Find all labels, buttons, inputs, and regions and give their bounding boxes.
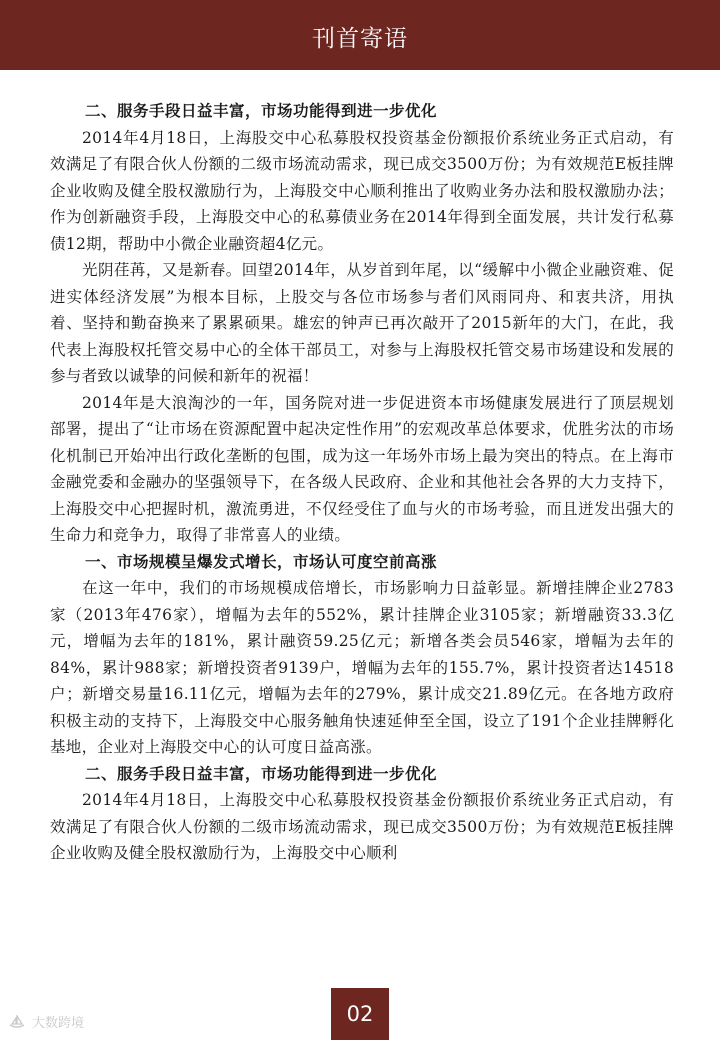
section-paragraph-2: 2014年4月18日，上海股交中心私募股权投资基金份额报价系统业务正式启动，有效满足了有限合伙人份额的二级市场流动需求，现已成交3500万份；为有效规范E板挂牌企业收购及健全股权激励行为，上海股交中心顺利 bbox=[50, 791, 674, 862]
sailboat-icon bbox=[8, 1015, 26, 1029]
section-paragraph-top: 2014年4月18日，上海股交中心私募股权投资基金份额报价系统业务正式启动，有效满足了有限合伙人份额的二级市场流动需求，现已成交3500万份；为有效规范E板挂牌企业收购及健全股权激励行为，上海股交中心顺利推出了收购业务办法和股权激励办法；作为创新融资手段，上海股交中心的私募债业务在2014年得到全面发展，共计发行私募债12期，帮助中小微企业融资超4亿元。 bbox=[50, 128, 674, 253]
paragraph-2014-review: 2014年是大浪淘沙的一年，国务院对进一步促进资本市场健康发展进行了顶层规划部署，提出了“让市场在资源配置中起决定性作用”的宏观改革总体要求，优胜劣汰的市场化机制已开始冲出行政化垄断的包围，成为这一年场外市场上最为突出的特点。在上海市金融党委和金融办的坚强领导下，在各级人民政府、企业和其他社会各界的大力支持下，上海股交中心把握时机，激流勇进，不仅经受住了血与火的市场考验，而且迸发出强大的生命力和竞争力，取得了非常喜人的业绩。 bbox=[50, 393, 674, 544]
section-heading-top: 二、服务手段日益丰富，市场功能得到进一步优化 bbox=[85, 101, 438, 120]
watermark-text: 大数跨境 bbox=[32, 1016, 85, 1031]
section-paragraph-1: 在这一年中，我们的市场规模成倍增长，市场影响力日益彰显。新增挂牌企业2783家（2013年476家），增幅为去年的552%，累计挂牌企业3105家；新增融资33.3亿元，增幅为去年的181%，累计融资59.25亿元；新增各类会员546家，增幅为去年的84%，累计988家；新增投资者9139户，增幅为去年的155.7%，累计投资者达14518户；新增交易量16.11亿元，增幅为去年的279%，累计成交21.89亿元。在各地方政府积极主动的支持下，上海股交中心服务触角快速延伸至全国，设立了191个企业挂牌孵化基地，企业对上海股交中心的认可度日益高涨。 bbox=[50, 579, 674, 756]
page-number: 02 bbox=[346, 1002, 374, 1026]
section-heading-2: 二、服务手段日益丰富，市场功能得到进一步优化 bbox=[85, 763, 438, 783]
paragraph-new-year: 光阴荏苒，又是新春。回望2014年，从岁首到年尾，以“缓解中小微企业融资难、促进实体经济发展”为根本目标，上股交与各位市场参与者们风雨同舟、和衷共济，用执着、坚持和勤奋换来了累累硕果。雄宏的钟声已再次敲开了2015新年的大门，在此，我代表上海股权托管交易中心的全体干部员工，对参与上海股权托管交易市场建设和发展的参与者致以诚挚的问候和新年的祝福！ bbox=[50, 261, 674, 385]
page-number-box bbox=[331, 988, 389, 1040]
watermark bbox=[8, 1012, 84, 1031]
article-body bbox=[50, 98, 674, 867]
page-header-title: 刊首寄语 bbox=[312, 25, 408, 52]
page-header-banner bbox=[0, 0, 720, 70]
section-heading-1: 一、市场规模呈爆发式增长，市场认可度空前高涨 bbox=[85, 551, 438, 571]
